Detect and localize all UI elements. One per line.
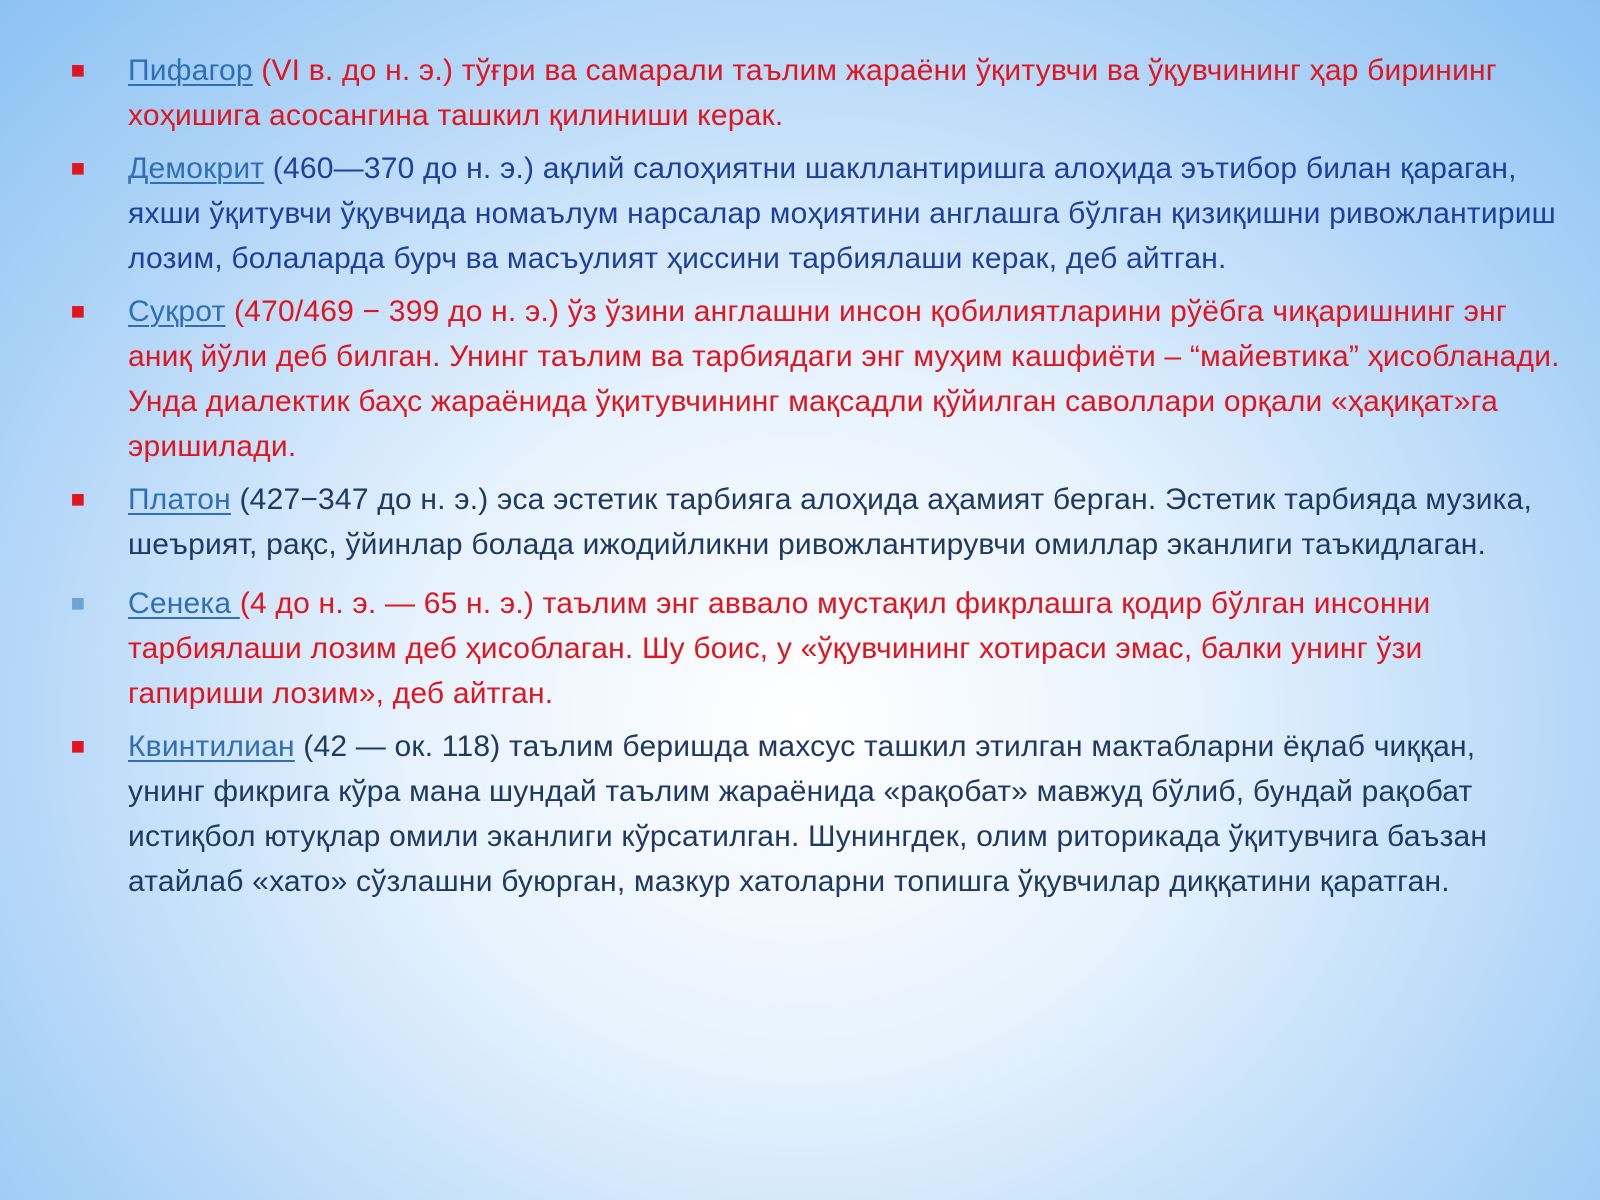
item-text: (427−347 до н. э.) эса эстетик тарбияга алоҳида аҳамият берган. Эстетик тарбияда музика, шеърият, рақс, ўйинлар болада ижодийликни ривожлантирувчи омиллар эканлиги таъкидлаган. — [128, 483, 1533, 561]
bullet-icon: ■ — [70, 486, 86, 513]
name-link-democritus[interactable]: Демокрит — [128, 152, 265, 185]
item-text: (42 — ок. 118) таълим беришда махсус ташкил этилган мактабларни ёқлаб чиққан, унинг фикрига кўра мана шундай таълим жараёнида «рақобат» мавжуд бўлиб, бундай рақобат истиқбол ютуқлар омили эканлиги кўрсатилган. Шунингдек, олим риторикада ўқитувчига баъзан атайлаб «хато» сўзлашни буюрган, мазкур хатоларни топишга ўқувчилар диққатини қаратган. — [128, 730, 1488, 898]
item-text: (VI в. до н. э.) тўғри ва самарали таълим жараёни ўқитувчи ва ўқувчининг ҳар бирининг хоҳишига асосангина ташкил қилиниши керак. — [128, 54, 1497, 132]
list-item-seneca — [60, 581, 1560, 716]
bullet-icon: ■ — [70, 155, 86, 182]
list-item-socrates — [60, 289, 1560, 469]
bullet-list — [60, 48, 1560, 912]
item-text: (470/469 − 399 до н. э.) ўз ўзини англашни инсон қобилиятларини рўёбга чиқаришнинг энг аниқ йўли деб билган. Унинг таълим ва тарбиядаги энг муҳим кашфиёти – “майевтика” ҳисобланади. Унда диалектик баҳс жараёнида ўқитувчининг мақсадли қўйилган саволлари орқали «ҳақиқат»га эришилади. — [128, 295, 1560, 463]
bullet-icon: ■ — [70, 298, 86, 325]
name-link-seneca[interactable]: Сенека — [128, 587, 240, 620]
list-item-plato — [60, 477, 1560, 567]
list-item-democritus — [60, 146, 1560, 281]
item-text: (4 до н. э. — 65 н. э.) таълим энг аввало мустақил фикрлашга қодир бўлган инсонни тарбиялаши лозим деб ҳисоблаган. Шу боис, у «ўқувчининг хотираси эмас, балки унинг ўзи гапириши лозим», деб айтган. — [128, 587, 1431, 710]
bullet-icon: ■ — [70, 57, 86, 84]
bullet-icon: ■ — [70, 733, 86, 760]
name-link-socrates[interactable]: Суқрот — [128, 295, 226, 328]
list-item-pythagoras — [60, 48, 1560, 138]
bullet-icon: ■ — [70, 590, 86, 617]
name-link-quintilian[interactable]: Квинтилиан — [128, 730, 295, 763]
name-link-pythagoras[interactable]: Пифагор — [128, 54, 253, 87]
name-link-plato[interactable]: Платон — [128, 483, 231, 516]
item-text: (460—370 до н. э.) ақлий салоҳиятни шакллантиришга алоҳида эътибор билан қараган, яхши ўқитувчи ўқувчида номаълум нарсалар моҳиятини англашга бўлган қизиқишни ривожлантириш лозим, болаларда бурч ва масъулият ҳиссини тарбиялаши керак, деб айтган. — [128, 152, 1556, 275]
list-item-quintilian — [60, 724, 1560, 904]
